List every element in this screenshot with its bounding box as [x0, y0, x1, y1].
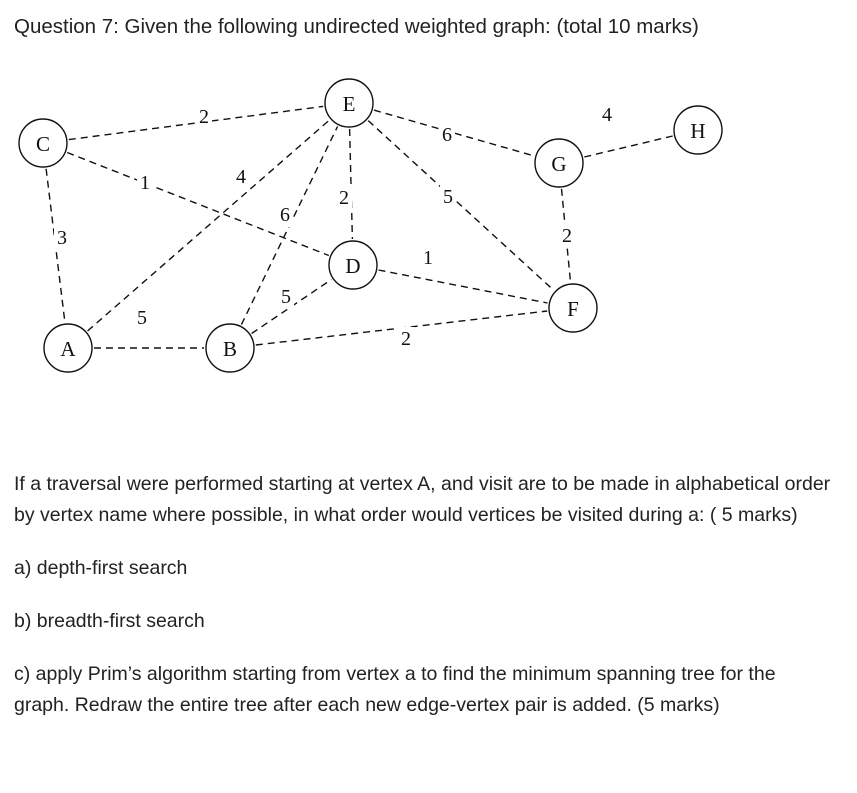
weight-g-h: 4 [602, 104, 612, 126]
weight-g-f: 2 [562, 225, 572, 247]
edge-e-d [350, 129, 353, 239]
edge-e-f [368, 121, 554, 291]
vertex-e [325, 79, 373, 127]
vertex-label: G [551, 152, 567, 176]
vertex-label: B [222, 337, 238, 361]
vertex-c [19, 119, 67, 167]
question-title: Question 7: Given the following undirected weighted graph: (total 10 marks) [14, 15, 699, 38]
graph-diagram [0, 70, 857, 390]
part-b-bfs: b) breadth-first search [14, 610, 205, 632]
vertex-label: F [567, 297, 579, 321]
weight-e-d: 2 [339, 187, 349, 209]
weight-extra: 6 [280, 204, 290, 226]
edge-g-h [584, 136, 672, 157]
weight-a-e: 5 [137, 307, 147, 329]
vertex-g [535, 139, 583, 187]
vertex-d [329, 241, 377, 289]
vertex-f [549, 284, 597, 332]
weight-e-f: 5 [443, 186, 453, 208]
vertex-label: A [60, 337, 76, 361]
weight-b-f: 2 [401, 328, 411, 350]
weight-c-a: 3 [57, 227, 67, 249]
question-body [14, 469, 834, 721]
weight-c-d: 1 [140, 172, 150, 194]
vertex-label: H [690, 119, 706, 143]
vertex-b [206, 324, 254, 372]
weight-d-f: 1 [423, 247, 433, 269]
weight-c-e: 2 [199, 106, 209, 128]
vertex-a [44, 324, 92, 372]
graph-figure [0, 70, 857, 390]
part-c-prim: c) apply Prim’s algorithm starting from vertex a to find the minimum spanning tree for the graph. Redraw the entire tree after each new edge-vertex pair is added. (5 marks) [14, 663, 776, 716]
part-a-dfs: a) depth-first search [14, 557, 188, 579]
weight-b-d: 5 [281, 286, 291, 308]
vertex-label: D [345, 254, 361, 278]
edge-d-f [379, 270, 548, 303]
vertex-label: C [35, 132, 51, 156]
vertex-h [674, 106, 722, 154]
edge-weights [54, 103, 615, 351]
weight-e-g: 6 [442, 124, 452, 146]
weight-b-e: 4 [236, 166, 246, 188]
traversal-instructions: If a traversal were performed starting at vertex A, and visit are to be made in alphabetical order by vertex name where possible, in what order would vertices be visited during a: ( 5 marks) [14, 473, 831, 526]
vertex-label: E [342, 92, 356, 116]
